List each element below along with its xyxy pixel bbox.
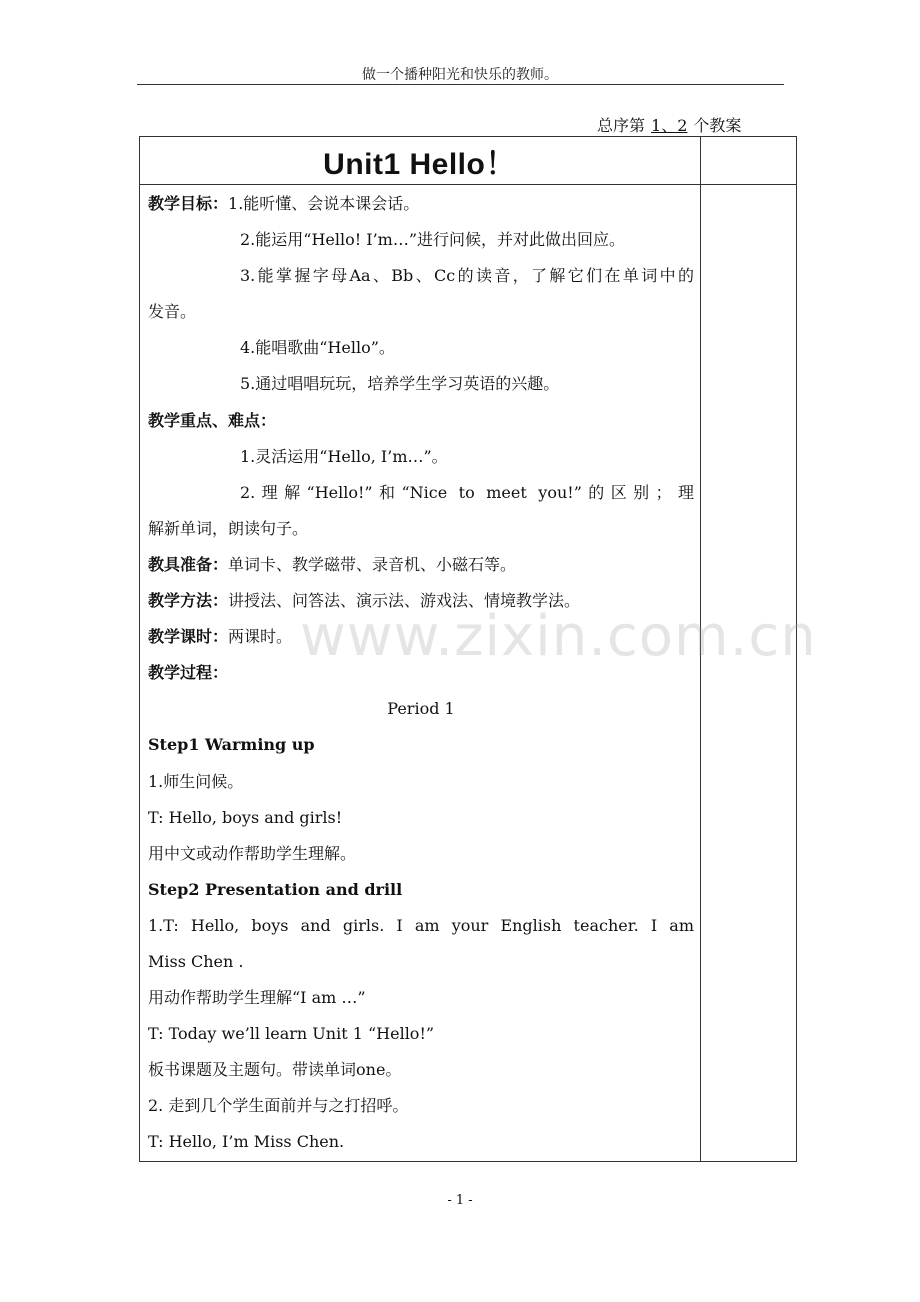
step2-line: 板书课题及主题句。带读单词one。	[148, 1060, 402, 1080]
objective-item: 2.能运用“Hello! I’m…”进行问候，并对此做出回应。	[240, 230, 626, 250]
hours-value: 两课时。	[228, 627, 293, 647]
aids-value: 单词卡、教学磁带、录音机、小磁石等。	[228, 554, 517, 574]
header-motto: 做一个播种阳光和快乐的教师。	[362, 67, 558, 83]
objective-item: 5.通过唱唱玩玩，培养学生学习英语的兴趣。	[240, 374, 560, 394]
step2-line-continued: Miss Chen .	[148, 951, 244, 971]
methods-label: 教学方法：	[148, 591, 229, 611]
key-point-item: 2.理解“Hello!”和“Nice to meet you!”的区别；理	[240, 482, 694, 502]
page-number: - 1 -	[447, 1193, 473, 1208]
objective-item: 3.能掌握字母Aa、Bb、Cc的读音，了解它们在单词中的	[240, 266, 694, 286]
lesson-serial	[597, 113, 741, 136]
lesson-title: Unit1 Hello！	[323, 148, 516, 181]
methods-row	[148, 583, 694, 619]
serial-suffix: 个教案	[693, 116, 742, 135]
hours-label: 教学课时：	[148, 627, 229, 647]
table-column-divider	[700, 136, 701, 1162]
watermark: www.zixin.com.cn	[300, 604, 817, 669]
objective-item: 1.能听懂、会说本课会话。	[228, 194, 420, 213]
step2-line: T: Today we’ll learn Unit 1 “Hello!”	[148, 1024, 435, 1044]
step2-line: 2. 走到几个学生面前并与之打招呼。	[148, 1096, 409, 1116]
period-heading: Period 1	[387, 699, 455, 719]
objectives-row	[148, 186, 694, 222]
aids-label: 教具准备：	[148, 554, 229, 574]
objective-item-continued: 发音。	[148, 302, 197, 322]
process-label: 教学过程：	[148, 663, 229, 683]
objectives-label: 教学目标：	[148, 194, 229, 213]
step2-line: T: Hello, I’m Miss Chen.	[148, 1132, 345, 1152]
step2-line: 用动作帮助学生理解“I am …”	[148, 988, 366, 1008]
methods-value: 讲授法、问答法、演示法、游戏法、情境教学法。	[228, 591, 581, 611]
step2-line: 1.T: Hello, boys and girls. I am your English teacher. I am	[148, 915, 694, 935]
step1-line: 1.师生问候。	[148, 771, 244, 791]
step1-heading: Step1 Warming up	[148, 735, 315, 755]
serial-numbers: 1、2	[651, 116, 688, 135]
step2-heading: Step2 Presentation and drill	[148, 879, 403, 899]
aids-row	[148, 547, 694, 583]
objective-item: 4.能唱歌曲“Hello”。	[240, 338, 395, 358]
key-points-label: 教学重点、难点：	[148, 410, 277, 430]
step1-line: T: Hello, boys and girls!	[148, 807, 343, 827]
serial-prefix: 总序第	[597, 116, 646, 135]
key-point-item-continued: 解新单词，朗读句子。	[148, 518, 309, 538]
lesson-content	[148, 186, 694, 1161]
key-point-item: 1.灵活运用“Hello, I’m…”。	[240, 446, 448, 466]
header-divider	[137, 84, 784, 85]
hours-row	[148, 619, 694, 655]
step1-line: 用中文或动作帮助学生理解。	[148, 843, 357, 863]
table-row-divider	[139, 184, 797, 185]
